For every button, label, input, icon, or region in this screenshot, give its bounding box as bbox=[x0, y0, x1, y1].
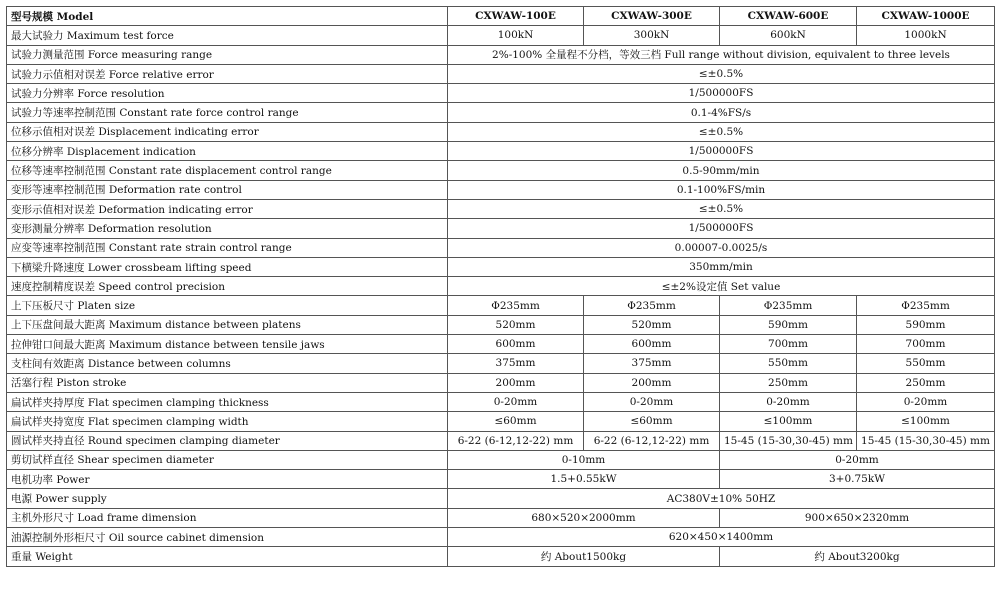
parameter-value: 250mm bbox=[720, 373, 857, 392]
parameter-value: 590mm bbox=[720, 315, 857, 334]
parameter-label: 试验力等速率控制范围 Constant rate force control range bbox=[7, 103, 448, 122]
parameter-value: 680×520×2000mm bbox=[448, 508, 720, 527]
table-row bbox=[7, 508, 995, 527]
table-row bbox=[7, 450, 995, 469]
parameter-value: Φ235mm bbox=[584, 296, 720, 315]
parameter-value: 550mm bbox=[720, 354, 857, 373]
parameter-value: 0.00007-0.0025/s bbox=[448, 238, 995, 257]
parameter-label: 试验力测量范围 Force measuring range bbox=[7, 45, 448, 64]
table-row bbox=[7, 142, 995, 161]
spec-table-body bbox=[7, 26, 995, 566]
parameter-label: 位移分辨率 Displacement indication bbox=[7, 142, 448, 161]
parameter-value: 250mm bbox=[857, 373, 995, 392]
table-row bbox=[7, 315, 995, 334]
table-row bbox=[7, 335, 995, 354]
parameter-value: ≤±0.5% bbox=[448, 64, 995, 83]
parameter-label: 变形示值相对误差 Deformation indicating error bbox=[7, 199, 448, 218]
parameter-label: 拉伸钳口间最大距离 Maximum distance between tensile jaws bbox=[7, 335, 448, 354]
parameter-value: 0-20mm bbox=[857, 392, 995, 411]
table-row bbox=[7, 296, 995, 315]
table-row bbox=[7, 26, 995, 45]
parameter-value: 约 About3200kg bbox=[720, 547, 995, 566]
table-row bbox=[7, 392, 995, 411]
parameter-value: 2%-100% 全量程不分档，等效三档 Full range without division, equivalent to three levels bbox=[448, 45, 995, 64]
parameter-label: 主机外形尺寸 Load frame dimension bbox=[7, 508, 448, 527]
parameter-value: 200mm bbox=[584, 373, 720, 392]
parameter-value: 1.5+0.55kW bbox=[448, 470, 720, 489]
parameter-value: 0-20mm bbox=[720, 450, 995, 469]
parameter-label: 重量 Weight bbox=[7, 547, 448, 566]
parameter-value: 6-22 (6-12,12-22) mm bbox=[584, 431, 720, 450]
parameter-value: ≤±2%设定值 Set value bbox=[448, 277, 995, 296]
table-row bbox=[7, 238, 995, 257]
parameter-value: Φ235mm bbox=[857, 296, 995, 315]
parameter-value: 约 About1500kg bbox=[448, 547, 720, 566]
parameter-label: 试验力分辨率 Force resolution bbox=[7, 84, 448, 103]
parameter-value: 1/500000FS bbox=[448, 219, 995, 238]
parameter-label: 支柱间有效距离 Distance between columns bbox=[7, 354, 448, 373]
parameter-label: 电源 Power supply bbox=[7, 489, 448, 508]
table-row bbox=[7, 161, 995, 180]
table-row bbox=[7, 64, 995, 83]
parameter-value: 0-20mm bbox=[720, 392, 857, 411]
table-row bbox=[7, 431, 995, 450]
table-row bbox=[7, 354, 995, 373]
table-row bbox=[7, 470, 995, 489]
parameter-value: ≤±0.5% bbox=[448, 122, 995, 141]
parameter-value: 100kN bbox=[448, 26, 584, 45]
parameter-value: 550mm bbox=[857, 354, 995, 373]
parameter-value: 0.5-90mm/min bbox=[448, 161, 995, 180]
parameter-label: 试验力示值相对误差 Force relative error bbox=[7, 64, 448, 83]
parameter-value: Φ235mm bbox=[720, 296, 857, 315]
parameter-value: 700mm bbox=[857, 335, 995, 354]
table-row bbox=[7, 45, 995, 64]
model-column-header: CXWAW-100E bbox=[448, 7, 584, 26]
model-column-header: CXWAW-600E bbox=[720, 7, 857, 26]
parameter-value: 600kN bbox=[720, 26, 857, 45]
parameter-value: 350mm/min bbox=[448, 257, 995, 276]
header-row bbox=[7, 7, 995, 26]
parameter-value: ≤60mm bbox=[584, 412, 720, 431]
parameter-value: 0-20mm bbox=[584, 392, 720, 411]
table-row bbox=[7, 257, 995, 276]
spec-table bbox=[6, 6, 995, 567]
parameter-value: Φ235mm bbox=[448, 296, 584, 315]
table-row bbox=[7, 528, 995, 547]
parameter-value: 1/500000FS bbox=[448, 142, 995, 161]
parameter-value: 15-45 (15-30,30-45) mm bbox=[720, 431, 857, 450]
parameter-value: 620×450×1400mm bbox=[448, 528, 995, 547]
parameter-value: 15-45 (15-30,30-45) mm bbox=[857, 431, 995, 450]
parameter-label: 应变等速率控制范围 Constant rate strain control range bbox=[7, 238, 448, 257]
parameter-value: 375mm bbox=[448, 354, 584, 373]
parameter-label: 最大试验力 Maximum test force bbox=[7, 26, 448, 45]
parameter-label: 电机功率 Power bbox=[7, 470, 448, 489]
parameter-label: 上下压盘间最大距离 Maximum distance between platens bbox=[7, 315, 448, 334]
parameter-value: 0.1-100%FS/min bbox=[448, 180, 995, 199]
parameter-value: 520mm bbox=[448, 315, 584, 334]
parameter-value: 1000kN bbox=[857, 26, 995, 45]
spec-table-header bbox=[7, 7, 995, 26]
parameter-value: 900×650×2320mm bbox=[720, 508, 995, 527]
parameter-label: 下横梁升降速度 Lower crossbeam lifting speed bbox=[7, 257, 448, 276]
model-column-header: CXWAW-300E bbox=[584, 7, 720, 26]
model-label: 型号规模 Model bbox=[7, 7, 448, 26]
parameter-label: 扁试样夹持厚度 Flat specimen clamping thickness bbox=[7, 392, 448, 411]
parameter-label: 位移等速率控制范围 Constant rate displacement control range bbox=[7, 161, 448, 180]
parameter-label: 剪切试样直径 Shear specimen diameter bbox=[7, 450, 448, 469]
table-row bbox=[7, 84, 995, 103]
table-row bbox=[7, 219, 995, 238]
parameter-value: 300kN bbox=[584, 26, 720, 45]
parameter-value: 0-20mm bbox=[448, 392, 584, 411]
parameter-value: 700mm bbox=[720, 335, 857, 354]
parameter-value: ≤100mm bbox=[720, 412, 857, 431]
parameter-value: ≤100mm bbox=[857, 412, 995, 431]
parameter-label: 活塞行程 Piston stroke bbox=[7, 373, 448, 392]
parameter-value: 0.1-4%FS/s bbox=[448, 103, 995, 122]
parameter-value: ≤60mm bbox=[448, 412, 584, 431]
table-row bbox=[7, 199, 995, 218]
parameter-label: 变形等速率控制范围 Deformation rate control bbox=[7, 180, 448, 199]
parameter-value: 0-10mm bbox=[448, 450, 720, 469]
parameter-value: 600mm bbox=[584, 335, 720, 354]
parameter-label: 位移示值相对误差 Displacement indicating error bbox=[7, 122, 448, 141]
table-row bbox=[7, 122, 995, 141]
parameter-label: 速度控制精度误差 Speed control precision bbox=[7, 277, 448, 296]
parameter-value: 375mm bbox=[584, 354, 720, 373]
table-row bbox=[7, 489, 995, 508]
parameter-label: 油源控制外形柜尺寸 Oil source cabinet dimension bbox=[7, 528, 448, 547]
table-row bbox=[7, 180, 995, 199]
table-row bbox=[7, 277, 995, 296]
table-row bbox=[7, 547, 995, 566]
parameter-value: AC380V±10% 50HZ bbox=[448, 489, 995, 508]
model-column-header: CXWAW-1000E bbox=[857, 7, 995, 26]
parameter-label: 扁试样夹持宽度 Flat specimen clamping width bbox=[7, 412, 448, 431]
parameter-value: ≤±0.5% bbox=[448, 199, 995, 218]
parameter-label: 上下压板尺寸 Platen size bbox=[7, 296, 448, 315]
parameter-value: 520mm bbox=[584, 315, 720, 334]
parameter-value: 200mm bbox=[448, 373, 584, 392]
parameter-label: 圆试样夹持直径 Round specimen clamping diameter bbox=[7, 431, 448, 450]
parameter-label: 变形测量分辨率 Deformation resolution bbox=[7, 219, 448, 238]
parameter-value: 3+0.75kW bbox=[720, 470, 995, 489]
parameter-value: 600mm bbox=[448, 335, 584, 354]
parameter-value: 1/500000FS bbox=[448, 84, 995, 103]
table-row bbox=[7, 412, 995, 431]
table-row bbox=[7, 373, 995, 392]
parameter-value: 6-22 (6-12,12-22) mm bbox=[448, 431, 584, 450]
parameter-value: 590mm bbox=[857, 315, 995, 334]
table-row bbox=[7, 103, 995, 122]
